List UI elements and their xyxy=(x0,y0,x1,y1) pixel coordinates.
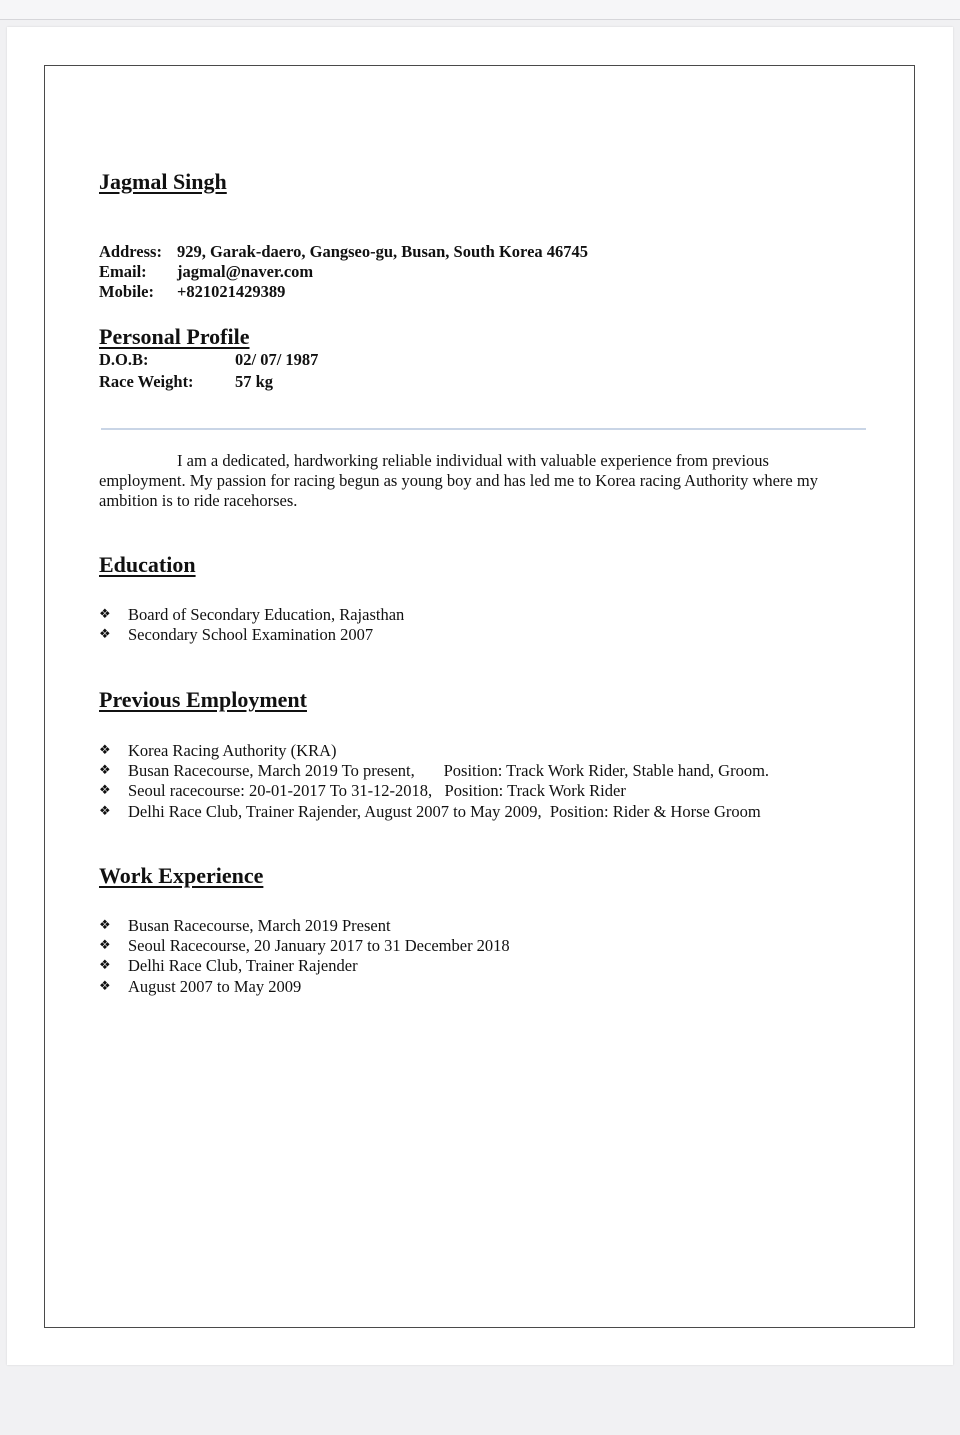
four-diamond-bullet-icon: ❖ xyxy=(99,763,111,779)
mobile-value: +821021429389 xyxy=(177,282,286,301)
dob-value: 02/ 07/ 1987 xyxy=(235,350,319,369)
list-item: ❖ Delhi Race Club, Trainer Rajender xyxy=(99,956,358,976)
summary-text: I am a dedicated, hardworking reliable individual with valuable experience from previous employment. My passion for racing begun as young boy and has led me to Korea racing Authority where my ambition is to ride racehorses. xyxy=(99,451,818,510)
previous-employment-list xyxy=(99,741,769,822)
document-page xyxy=(7,27,953,1365)
four-diamond-bullet-icon: ❖ xyxy=(99,783,111,799)
contact-block xyxy=(7,242,953,302)
list-item: ❖ Delhi Race Club, Trainer Rajender, August 2007 to May 2009, Position: Rider & Horse Groom xyxy=(99,801,761,821)
education-heading: Education xyxy=(99,552,196,577)
four-diamond-bullet-icon: ❖ xyxy=(99,958,111,974)
list-item: ❖ Korea Racing Authority (KRA) xyxy=(99,741,337,760)
education-list xyxy=(99,605,404,645)
four-diamond-bullet-icon: ❖ xyxy=(99,803,111,819)
four-diamond-bullet-icon: ❖ xyxy=(99,627,111,643)
list-item: ❖ Board of Secondary Education, Rajasthan xyxy=(99,605,405,624)
section-divider xyxy=(101,428,866,430)
four-diamond-bullet-icon: ❖ xyxy=(99,918,111,933)
address-value: 929, Garak-daero, Gangseo-gu, Busan, South Korea 46745 xyxy=(177,242,589,261)
summary-paragraph xyxy=(99,451,859,511)
list-item: ❖ Busan Racecourse, March 2019 To present, Position: Track Work Rider, Stable hand, Groom. xyxy=(99,761,770,781)
race-weight-value: 57 kg xyxy=(235,372,274,391)
list-item: ❖ Seoul racecourse: 20-01-2017 To 31-12-2018, Position: Track Work Rider xyxy=(99,781,626,801)
four-diamond-bullet-icon: ❖ xyxy=(99,978,111,994)
email-value: jagmal@naver.com xyxy=(177,262,314,281)
four-diamond-bullet-icon: ❖ xyxy=(99,938,111,954)
email-label: Email: xyxy=(99,262,147,281)
list-item: ❖ Secondary School Examination 2007 xyxy=(99,625,374,645)
resume-name: Jagmal Singh xyxy=(99,169,227,194)
work-experience-list xyxy=(99,916,510,997)
mobile-label: Mobile: xyxy=(99,282,154,301)
four-diamond-bullet-icon: ❖ xyxy=(99,743,111,758)
list-item: ❖ Seoul Racecourse, 20 January 2017 to 31 December 2018 xyxy=(99,936,510,956)
four-diamond-bullet-icon: ❖ xyxy=(99,607,111,622)
previous-employment-heading: Previous Employment xyxy=(99,687,307,712)
list-item: ❖ August 2007 to May 2009 xyxy=(99,976,302,996)
work-experience-heading: Work Experience xyxy=(99,863,264,888)
personal-profile-block xyxy=(7,349,953,393)
list-item: ❖ Busan Racecourse, March 2019 Present xyxy=(99,916,391,935)
personal-profile-heading: Personal Profile xyxy=(99,324,250,349)
address-label: Address: xyxy=(99,242,162,261)
race-weight-label: Race Weight: xyxy=(99,372,194,391)
dob-label: D.O.B: xyxy=(99,350,149,369)
viewer-top-bar xyxy=(0,0,960,20)
